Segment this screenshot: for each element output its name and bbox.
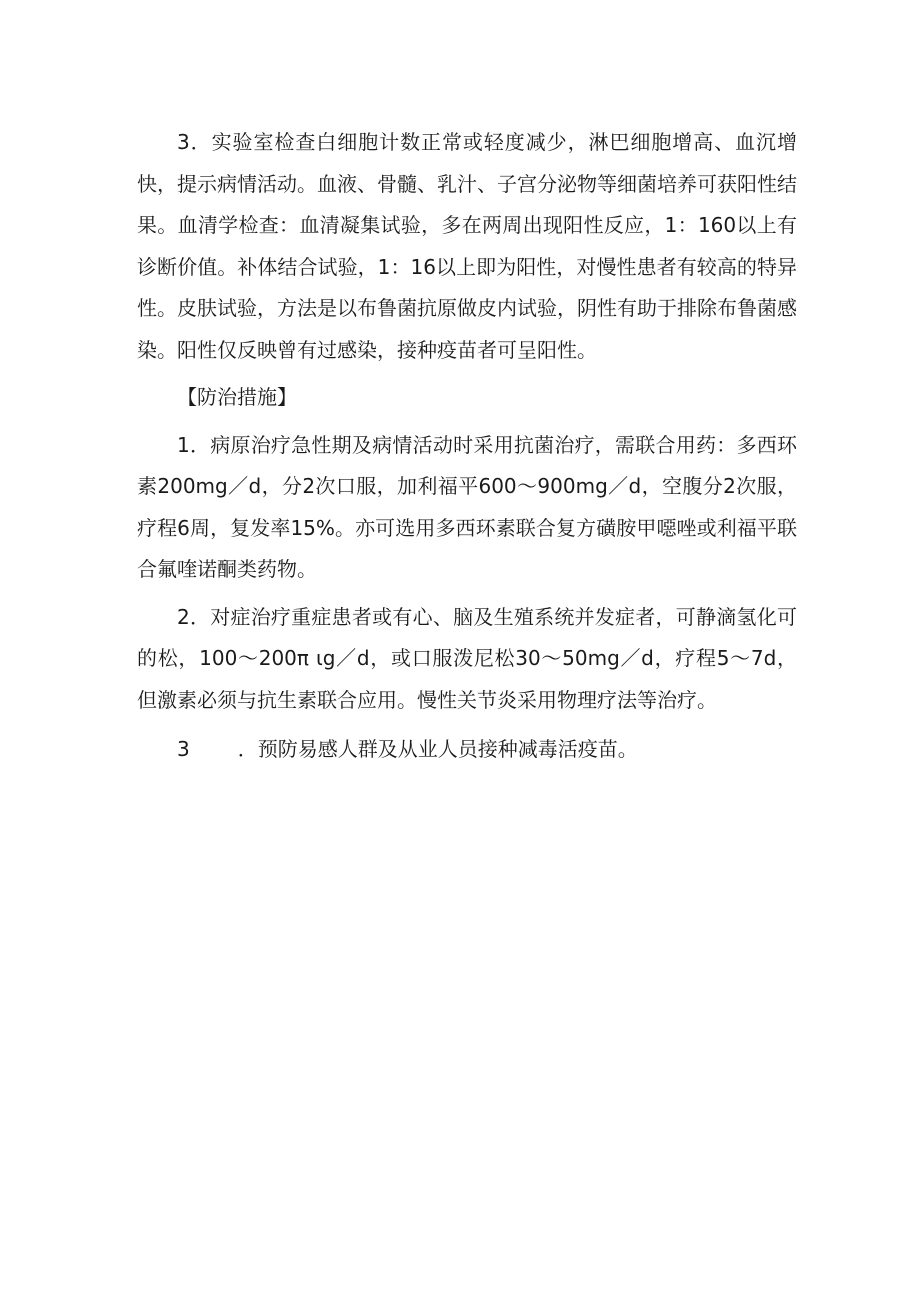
document-body: [137, 122, 797, 771]
paragraph-prevention-number: 3: [177, 737, 190, 761]
paragraph-prevention: [137, 729, 797, 771]
paragraph-symptomatic-treatment: 2．对症治疗重症患者或有心、脑及生殖系统并发症者，可静滴氢化可的松，100～200π ιg／d，或口服泼尼松30～50mg／d，疗程5～7d，但激素必须与抗生素联合应用。慢性关节炎采用物理疗法等治疗。: [137, 604, 797, 712]
paragraph-pathogen-treatment: 1．病原治疗急性期及病情活动时采用抗菌治疗，需联合用药：多西环素200mg／d，分2次口服，加利福平600～900mg／d，空腹分2次服，疗程6周，复发率15%。亦可选用多西环素联合复方磺胺甲噁唑或利福平联合氟喹诺酮类药物。: [137, 432, 797, 581]
paragraph-prevention-text: ．预防易感人群及从业人员接种减毒活疫苗。: [237, 737, 638, 761]
section-heading-prevention: 【防治措施】: [177, 385, 297, 409]
paragraph-lab-tests: 3．实验室检查白细胞计数正常或轻度减少，淋巴细胞增高、血沉增快，提示病情活动。血液、骨髓、乳汁、子宫分泌物等细菌培养可获阳性结果。血清学检查：血清凝集试验，多在两周出现阳性反应，1：160以上有诊断价值。补体结合试验，1：16以上即为阳性，对慢性患者有较高的特异性。皮肤试验，方法是以布鲁菌抗原做皮内试验，阴性有助于排除布鲁菌感染。阳性仅反映曾有过感染，接种疫苗者可呈阳性。: [137, 130, 797, 362]
